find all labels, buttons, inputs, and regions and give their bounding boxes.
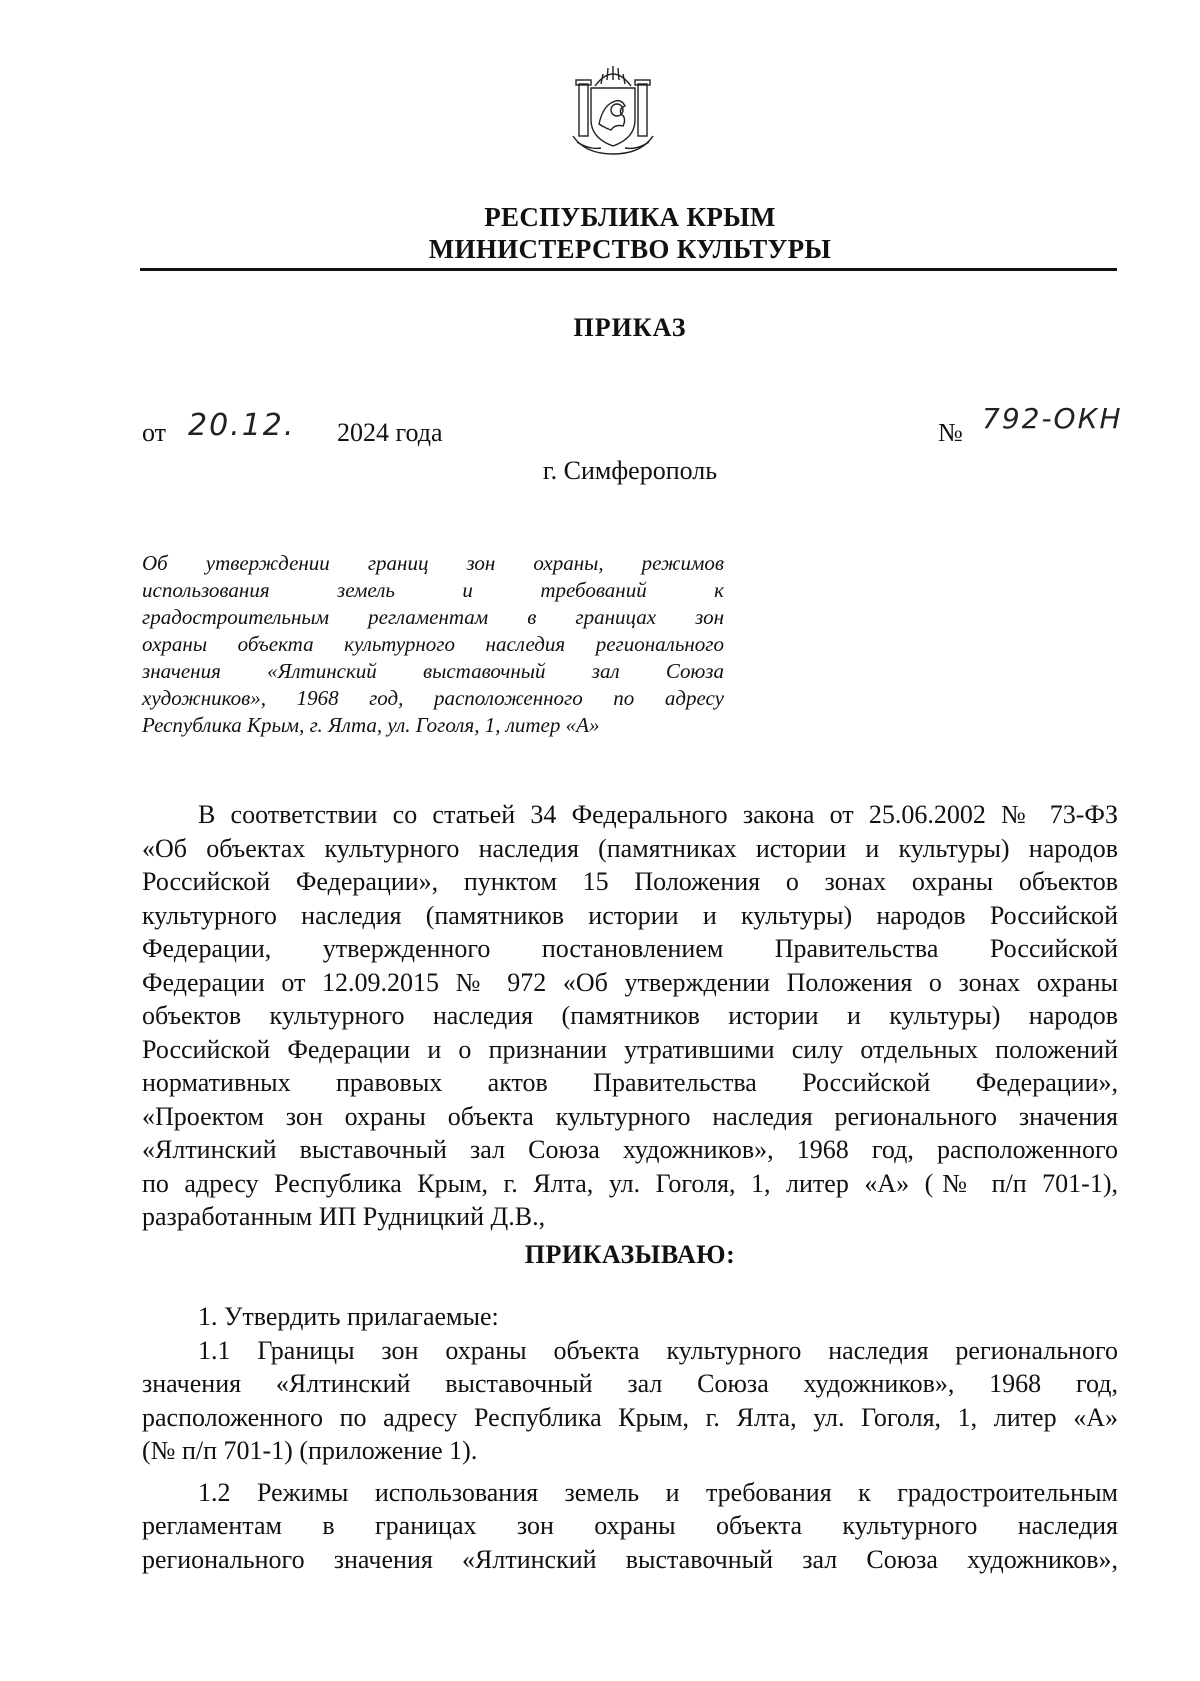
handwritten-order-number: 792-ОКН <box>982 402 1123 435</box>
item-1-2-line: регламентам в границах зон охраны объекта культурного наследия <box>142 1511 1118 1540</box>
item-1-1-line: расположенного по адресу Республика Крым, г. Ялта, ул. Гоголя, 1, литер «А» <box>142 1402 1118 1432</box>
order-subject <box>142 550 724 739</box>
preamble-line: «Проектом зон охраны объекта культурного наследия регионального значения <box>142 1101 1118 1131</box>
document-type-title: ПРИКАЗ <box>573 313 687 342</box>
handwritten-date: 20.12. <box>188 408 296 443</box>
date-year: 2024 года <box>337 418 443 447</box>
subject-line: Об утверждении границ зон охраны, режимов <box>142 551 724 575</box>
preamble-line: Федерации от 12.09.2015 № 972 «Об утверждении Положения о зонах охраны <box>142 967 1118 997</box>
subject-line: использования земель и требований к <box>142 578 724 602</box>
subject-line: значения «Ялтинский выставочный зал Союза <box>142 659 724 683</box>
preamble-line: культурного наследия (памятников истории и культуры) народов Российской <box>142 900 1118 930</box>
item-1-1-line: значения «Ялтинский выставочный зал Союза художников», 1968 год, <box>142 1369 1118 1398</box>
preamble-line: Федерации, утвержденного постановлением Правительства Российской <box>142 934 1118 963</box>
date-from-label: от <box>142 418 167 447</box>
preamble-line: разработанным ИП Рудницкий Д.В., <box>142 1202 546 1231</box>
preamble-line: Российской Федерации и о признании утратившими силу отдельных положений <box>142 1034 1118 1064</box>
preamble-line: нормативных правовых актов Правительства Российской Федерации», <box>142 1068 1118 1097</box>
item-1-2-line: 1.2 Режимы использования земель и требования к градостроительным <box>198 1477 1118 1507</box>
preamble-line: В соответствии со статьей 34 Федерального закона от 25.06.2002 № 73-ФЗ <box>198 800 1118 829</box>
preamble-paragraph <box>142 798 1118 1234</box>
org-line-ministry: МИНИСТЕРСТВО КУЛЬТУРЫ <box>428 234 832 264</box>
number-sign: № <box>938 418 963 447</box>
subject-line: охраны объекта культурного наследия регионального <box>142 632 724 656</box>
order-directive-word: ПРИКАЗЫВАЮ: <box>524 1240 736 1269</box>
order-items <box>142 1300 1118 1576</box>
org-line-republic: РЕСПУБЛИКА КРЫМ <box>484 202 776 232</box>
preamble-line: «Ялтинский выставочный зал Союза художников», 1968 год, расположенного <box>142 1135 1118 1164</box>
item-1: 1. Утвердить прилагаемые: <box>198 1302 499 1331</box>
preamble-line: объектов культурного наследия (памятников истории и культуры) народов <box>142 1001 1118 1030</box>
subject-line: художников», 1968 год, расположенного по адресу <box>142 686 724 710</box>
crimea-coat-of-arms-icon <box>565 58 661 158</box>
subject-line: Республика Крым, г. Ялта, ул. Гоголя, 1, литер «А» <box>142 713 600 737</box>
preamble-line: «Об объектах культурного наследия (памятниках истории и культуры) народов <box>142 833 1118 863</box>
item-1-1-line: 1.1 Границы зон охраны объекта культурного наследия регионального <box>198 1335 1118 1365</box>
header-divider <box>140 268 1117 271</box>
preamble-line: по адресу Республика Крым, г. Ялта, ул. Гоголя, 1, литер «А» (№ п/п 701-1), <box>142 1168 1118 1198</box>
preamble-line: Российской Федерации», пунктом 15 Положения о зонах охраны объектов <box>142 867 1118 896</box>
item-1-2-line: регионального значения «Ялтинский выставочный зал Союза художников», <box>142 1544 1118 1574</box>
item-1-1-line: (№ п/п 701-1) (приложение 1). <box>142 1436 478 1465</box>
city-line: г. Симферополь <box>542 456 718 485</box>
subject-line: градостроительным регламентам в границах зон <box>142 605 724 629</box>
